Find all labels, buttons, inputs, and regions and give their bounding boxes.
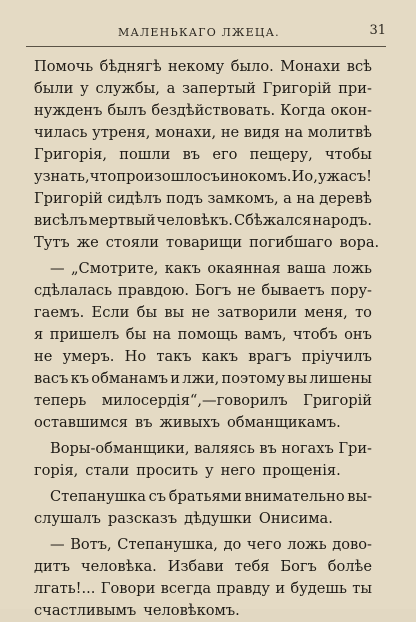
word: валяясь — [194, 440, 255, 457]
text-line — [34, 438, 372, 460]
word: чего — [246, 536, 282, 553]
paragraph — [34, 486, 372, 530]
word: такъ — [156, 348, 192, 365]
word: — — [50, 536, 65, 553]
word: живыхъ — [159, 414, 220, 431]
page-header — [26, 20, 386, 47]
paragraph — [34, 56, 380, 254]
text-line — [34, 556, 372, 578]
word: лишены — [309, 370, 372, 387]
word: правдою. — [117, 282, 189, 299]
text-line — [34, 166, 372, 188]
word: не — [34, 348, 53, 365]
word: оставшимся — [34, 414, 128, 431]
word: висѣлъ — [34, 212, 88, 229]
word: вамъ, — [244, 326, 287, 343]
word: у — [80, 80, 89, 97]
word: запертый — [182, 80, 256, 97]
word: деревѣ — [319, 190, 372, 207]
word: Григорій — [262, 80, 332, 97]
word: Григорій — [34, 190, 103, 207]
word: Монахи — [280, 58, 341, 75]
word: умеръ. — [62, 348, 115, 365]
word: при- — [338, 80, 372, 97]
word: болѣе — [327, 558, 372, 575]
word: а — [283, 190, 292, 207]
word: стояли — [105, 234, 159, 251]
word: мертвый — [88, 212, 156, 229]
word: правду — [216, 580, 270, 597]
word: стали — [85, 462, 130, 479]
word: разсказъ — [107, 510, 178, 527]
word: нужденъ — [34, 102, 103, 119]
text-line — [34, 412, 372, 434]
word: Вотъ, — [70, 536, 112, 553]
word: службы, — [95, 80, 160, 97]
word: я — [34, 326, 44, 343]
word: къ — [70, 370, 90, 387]
text-line — [34, 460, 372, 482]
word: дѣдушки — [184, 510, 252, 527]
word: дитъ — [34, 558, 71, 575]
paragraph — [34, 534, 372, 622]
word: а — [166, 80, 176, 97]
text-line — [34, 56, 372, 78]
text-line — [34, 534, 372, 556]
word: Избави — [167, 558, 224, 575]
word: лжи, — [182, 370, 220, 387]
word: „Смотрите, — [70, 260, 159, 277]
word: народъ. — [312, 212, 372, 229]
word: Григорія, — [34, 146, 108, 163]
word: — — [50, 260, 65, 277]
word: не — [237, 282, 256, 299]
text-line — [34, 324, 372, 346]
word: гаемъ. — [34, 304, 85, 321]
word: видя — [243, 124, 280, 141]
word: врагъ — [248, 348, 292, 365]
word: васъ — [34, 370, 69, 387]
paragraph — [34, 258, 372, 434]
word: Григорій — [303, 392, 372, 409]
word: горія, — [34, 462, 79, 479]
word: были — [34, 80, 74, 97]
text-line — [34, 346, 372, 368]
word: въ — [134, 414, 153, 431]
text-line — [34, 232, 380, 254]
word: въ — [259, 440, 277, 457]
word: въ — [182, 146, 201, 163]
word: утреня, — [92, 124, 151, 141]
word: чилась — [34, 124, 88, 141]
word: Онисима. — [258, 510, 333, 527]
text-line — [34, 302, 372, 324]
word: него — [220, 462, 256, 479]
word: на — [284, 124, 304, 141]
word: поэтому — [221, 370, 286, 387]
word: затворили — [217, 304, 297, 321]
word: Сбѣжался — [233, 212, 312, 229]
word: бы — [136, 304, 158, 321]
word: внимательно — [244, 488, 345, 505]
text-line — [34, 122, 372, 144]
word: прощенія. — [262, 462, 341, 479]
word: обманщикамъ. — [227, 414, 341, 431]
word: человѣкъ. — [156, 212, 233, 229]
word: сидѣлъ — [107, 190, 162, 207]
word: сдѣлалась — [34, 282, 113, 299]
text-line — [34, 188, 372, 210]
text-line — [34, 210, 372, 232]
word: на — [296, 190, 315, 207]
word: дово- — [332, 536, 372, 553]
word: и — [170, 370, 180, 387]
word: Гри- — [338, 440, 372, 457]
word: что — [89, 168, 117, 185]
word: вора. — [339, 234, 380, 251]
word: ложь — [332, 260, 372, 277]
word: просить — [136, 462, 199, 479]
word: у — [205, 462, 214, 479]
word: вы- — [347, 488, 372, 505]
word: Степанушка — [50, 488, 147, 505]
text-line — [34, 144, 372, 166]
word: на — [152, 326, 172, 343]
word: чтобы — [325, 146, 372, 163]
word: было. — [230, 58, 274, 75]
word: И — [291, 168, 305, 185]
word: узнать, — [34, 168, 90, 185]
word: обманамъ — [91, 370, 168, 387]
word: человѣкомъ. — [143, 602, 240, 619]
word: съ — [202, 168, 220, 185]
word: Но — [124, 348, 147, 365]
text-line — [34, 390, 372, 412]
word: не — [191, 304, 210, 321]
word: окаянная — [207, 260, 281, 277]
word: онъ — [344, 326, 372, 343]
word: будешь — [290, 580, 347, 597]
word: бываетъ — [261, 282, 325, 299]
word: пещеру, — [249, 146, 313, 163]
word: пошли — [119, 146, 171, 163]
text-line — [34, 600, 372, 622]
word: подъ — [166, 190, 203, 207]
word: и — [275, 580, 286, 597]
text-line — [34, 100, 372, 122]
word: всегда — [160, 580, 212, 597]
word: помощь — [177, 326, 238, 343]
word: товарищи — [166, 234, 243, 251]
word: до — [223, 536, 242, 553]
word: ваша — [286, 260, 327, 277]
word: Богъ — [194, 282, 232, 299]
word: какъ — [164, 260, 201, 277]
word: Если — [91, 304, 130, 321]
word: вы — [287, 370, 308, 387]
word: Степанушка, — [117, 536, 218, 553]
word: пріучилъ — [301, 348, 372, 365]
text-line — [34, 280, 372, 302]
word: счастливымъ — [34, 602, 137, 619]
text-line — [34, 486, 372, 508]
word: теперь — [34, 392, 87, 409]
word: Богъ — [280, 558, 317, 575]
word: чтобъ — [293, 326, 338, 343]
word: ты — [352, 580, 372, 597]
word: инокомъ. — [220, 168, 292, 185]
word: бы — [125, 326, 147, 343]
word: человѣка. — [80, 558, 157, 575]
word: ложь — [287, 536, 327, 553]
word: Помочь — [34, 58, 94, 75]
word: его — [212, 146, 238, 163]
word: бѣднягѣ — [99, 58, 162, 75]
word: погибшаго — [249, 234, 333, 251]
word: окон- — [330, 102, 372, 119]
word: съ — [148, 488, 167, 505]
word: же — [76, 234, 99, 251]
page-number: 31 — [369, 23, 386, 38]
word: Говори — [100, 580, 156, 597]
body-text — [34, 56, 380, 622]
text-line — [34, 258, 372, 280]
text-line — [34, 578, 372, 600]
word: ужасъ! — [317, 168, 372, 185]
word: Тутъ — [34, 234, 70, 251]
word: бездѣйствовать. — [151, 102, 276, 119]
word: слушалъ — [34, 510, 101, 527]
word: молитвѣ — [307, 124, 372, 141]
word: ногахъ — [281, 440, 334, 457]
running-title: МАЛЕНЬКАГО ЛЖЕЦА. — [118, 26, 280, 39]
word: лгать!... — [34, 580, 96, 597]
text-line — [34, 368, 372, 390]
word: всѣ — [346, 58, 372, 75]
word: вы — [164, 304, 185, 321]
word: Воры-обманщики, — [50, 440, 190, 457]
text-line — [34, 508, 372, 530]
word: меня, — [304, 304, 348, 321]
word: замкомъ, — [207, 190, 279, 207]
word: Когда — [280, 102, 326, 119]
word: какъ — [201, 348, 239, 365]
word: милосердія“,—говорилъ — [101, 392, 288, 409]
word: тебя — [234, 558, 270, 575]
word: то — [355, 304, 372, 321]
word: былъ — [107, 102, 147, 119]
text-line — [34, 78, 372, 100]
word: пришелъ — [49, 326, 120, 343]
word: монахи, — [155, 124, 217, 141]
word: пору- — [330, 282, 372, 299]
word: некому — [168, 58, 225, 75]
word: произошло — [116, 168, 203, 185]
word: о, — [304, 168, 318, 185]
word: не — [220, 124, 240, 141]
word: братьями — [168, 488, 242, 505]
paragraph — [34, 438, 372, 482]
